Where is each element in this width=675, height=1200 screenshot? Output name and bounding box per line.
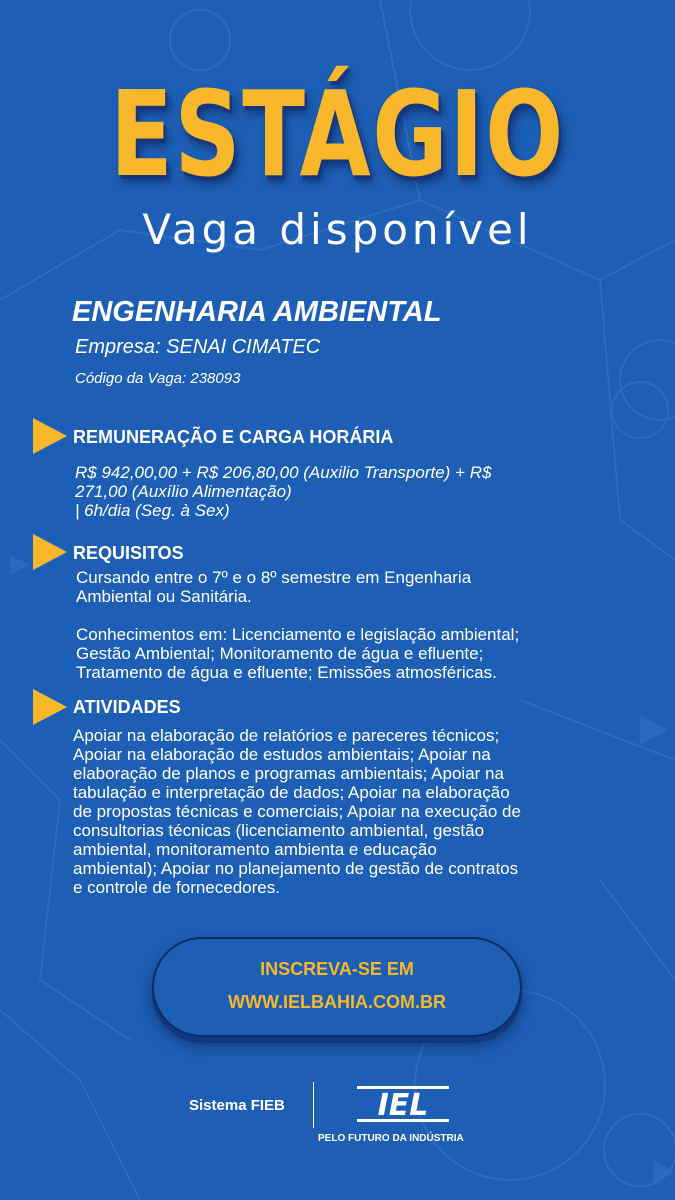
hero-title: ESTÁGIO xyxy=(109,65,565,203)
atividades-line: tabulação e interpretação de dados; Apoiar na elaboração xyxy=(73,783,510,802)
cta-website-link[interactable]: WWW.IELBAHIA.COM.BR xyxy=(228,992,446,1012)
atividades-line: consultorias técnicas (licenciamento ambiental, gestão xyxy=(73,821,485,840)
iel-logo-text: IEL xyxy=(377,1088,429,1123)
atividades-line: ambiental); Apoiar no planejamento de gestão de contratos xyxy=(73,859,519,878)
remuneracao-heading: REMUNERAÇÃO E CARGA HORÁRIA xyxy=(73,427,394,447)
remuneracao-arrow-icon xyxy=(33,418,67,454)
signup-cta-button[interactable] xyxy=(152,937,522,1037)
requisitos-text xyxy=(76,568,519,682)
atividades-line: de propostas técnicas e comerciais; Apoiar na execução de xyxy=(73,802,521,821)
atividades-line: ambiental, monitoramento ambienta e educação xyxy=(73,840,437,859)
atividades-line: Apoiar na elaboração de relatórios e pareceres técnicos; xyxy=(73,726,500,745)
atividades-text xyxy=(73,726,521,897)
cta-line-1: INSCREVA-SE EM xyxy=(260,959,414,979)
remuneracao-line: R$ 942,00,00 + R$ 206,80,00 (Auxilio Transporte) + R$ xyxy=(75,463,492,482)
atividades-line: elaboração de planos e programas ambientais; Apoiar na xyxy=(73,764,504,783)
atividades-arrow-icon xyxy=(33,689,67,725)
requisitos-line: Conhecimentos em: Licenciamento e legislação ambiental; xyxy=(76,625,520,644)
remuneracao-text xyxy=(75,463,491,520)
requisitos-arrow-icon xyxy=(33,534,67,570)
requisitos-line: Tratamento de água e efluente; Emissões atmosféricas. xyxy=(76,663,497,682)
iel-logo xyxy=(357,1082,449,1126)
company-name: Empresa: SENAI CIMATEC xyxy=(75,336,321,358)
job-title: ENGENHARIA AMBIENTAL xyxy=(72,296,442,328)
atividades-heading: ATIVIDADES xyxy=(73,697,181,717)
footer-divider xyxy=(313,1082,314,1128)
remuneracao-line: | 6h/dia (Seg. à Sex) xyxy=(75,501,230,520)
remuneracao-line: 271,00 (Auxílio Alimentação) xyxy=(75,482,292,501)
tagline: PELO FUTURO DA INDÚSTRIA xyxy=(318,1133,464,1144)
requisitos-line: Cursando entre o 7º e o 8º semestre em Engenharia xyxy=(76,568,472,587)
job-code: Código da Vaga: 238093 xyxy=(75,370,241,387)
sistema-fieb-label: Sistema FIEB xyxy=(189,1097,285,1114)
requisitos-spacer xyxy=(76,606,519,625)
atividades-line: e controle de fornecedores. xyxy=(73,878,280,897)
requisitos-line: Gestão Ambiental; Monitoramento de água e efluente; xyxy=(76,644,484,663)
requisitos-line: Ambiental ou Sanitária. xyxy=(76,587,252,606)
hero-subtitle: Vaga disponível xyxy=(142,205,533,254)
atividades-line: Apoiar na elaboração de estudos ambientais; Apoiar na xyxy=(73,745,491,764)
requisitos-heading: REQUISITOS xyxy=(73,543,184,563)
